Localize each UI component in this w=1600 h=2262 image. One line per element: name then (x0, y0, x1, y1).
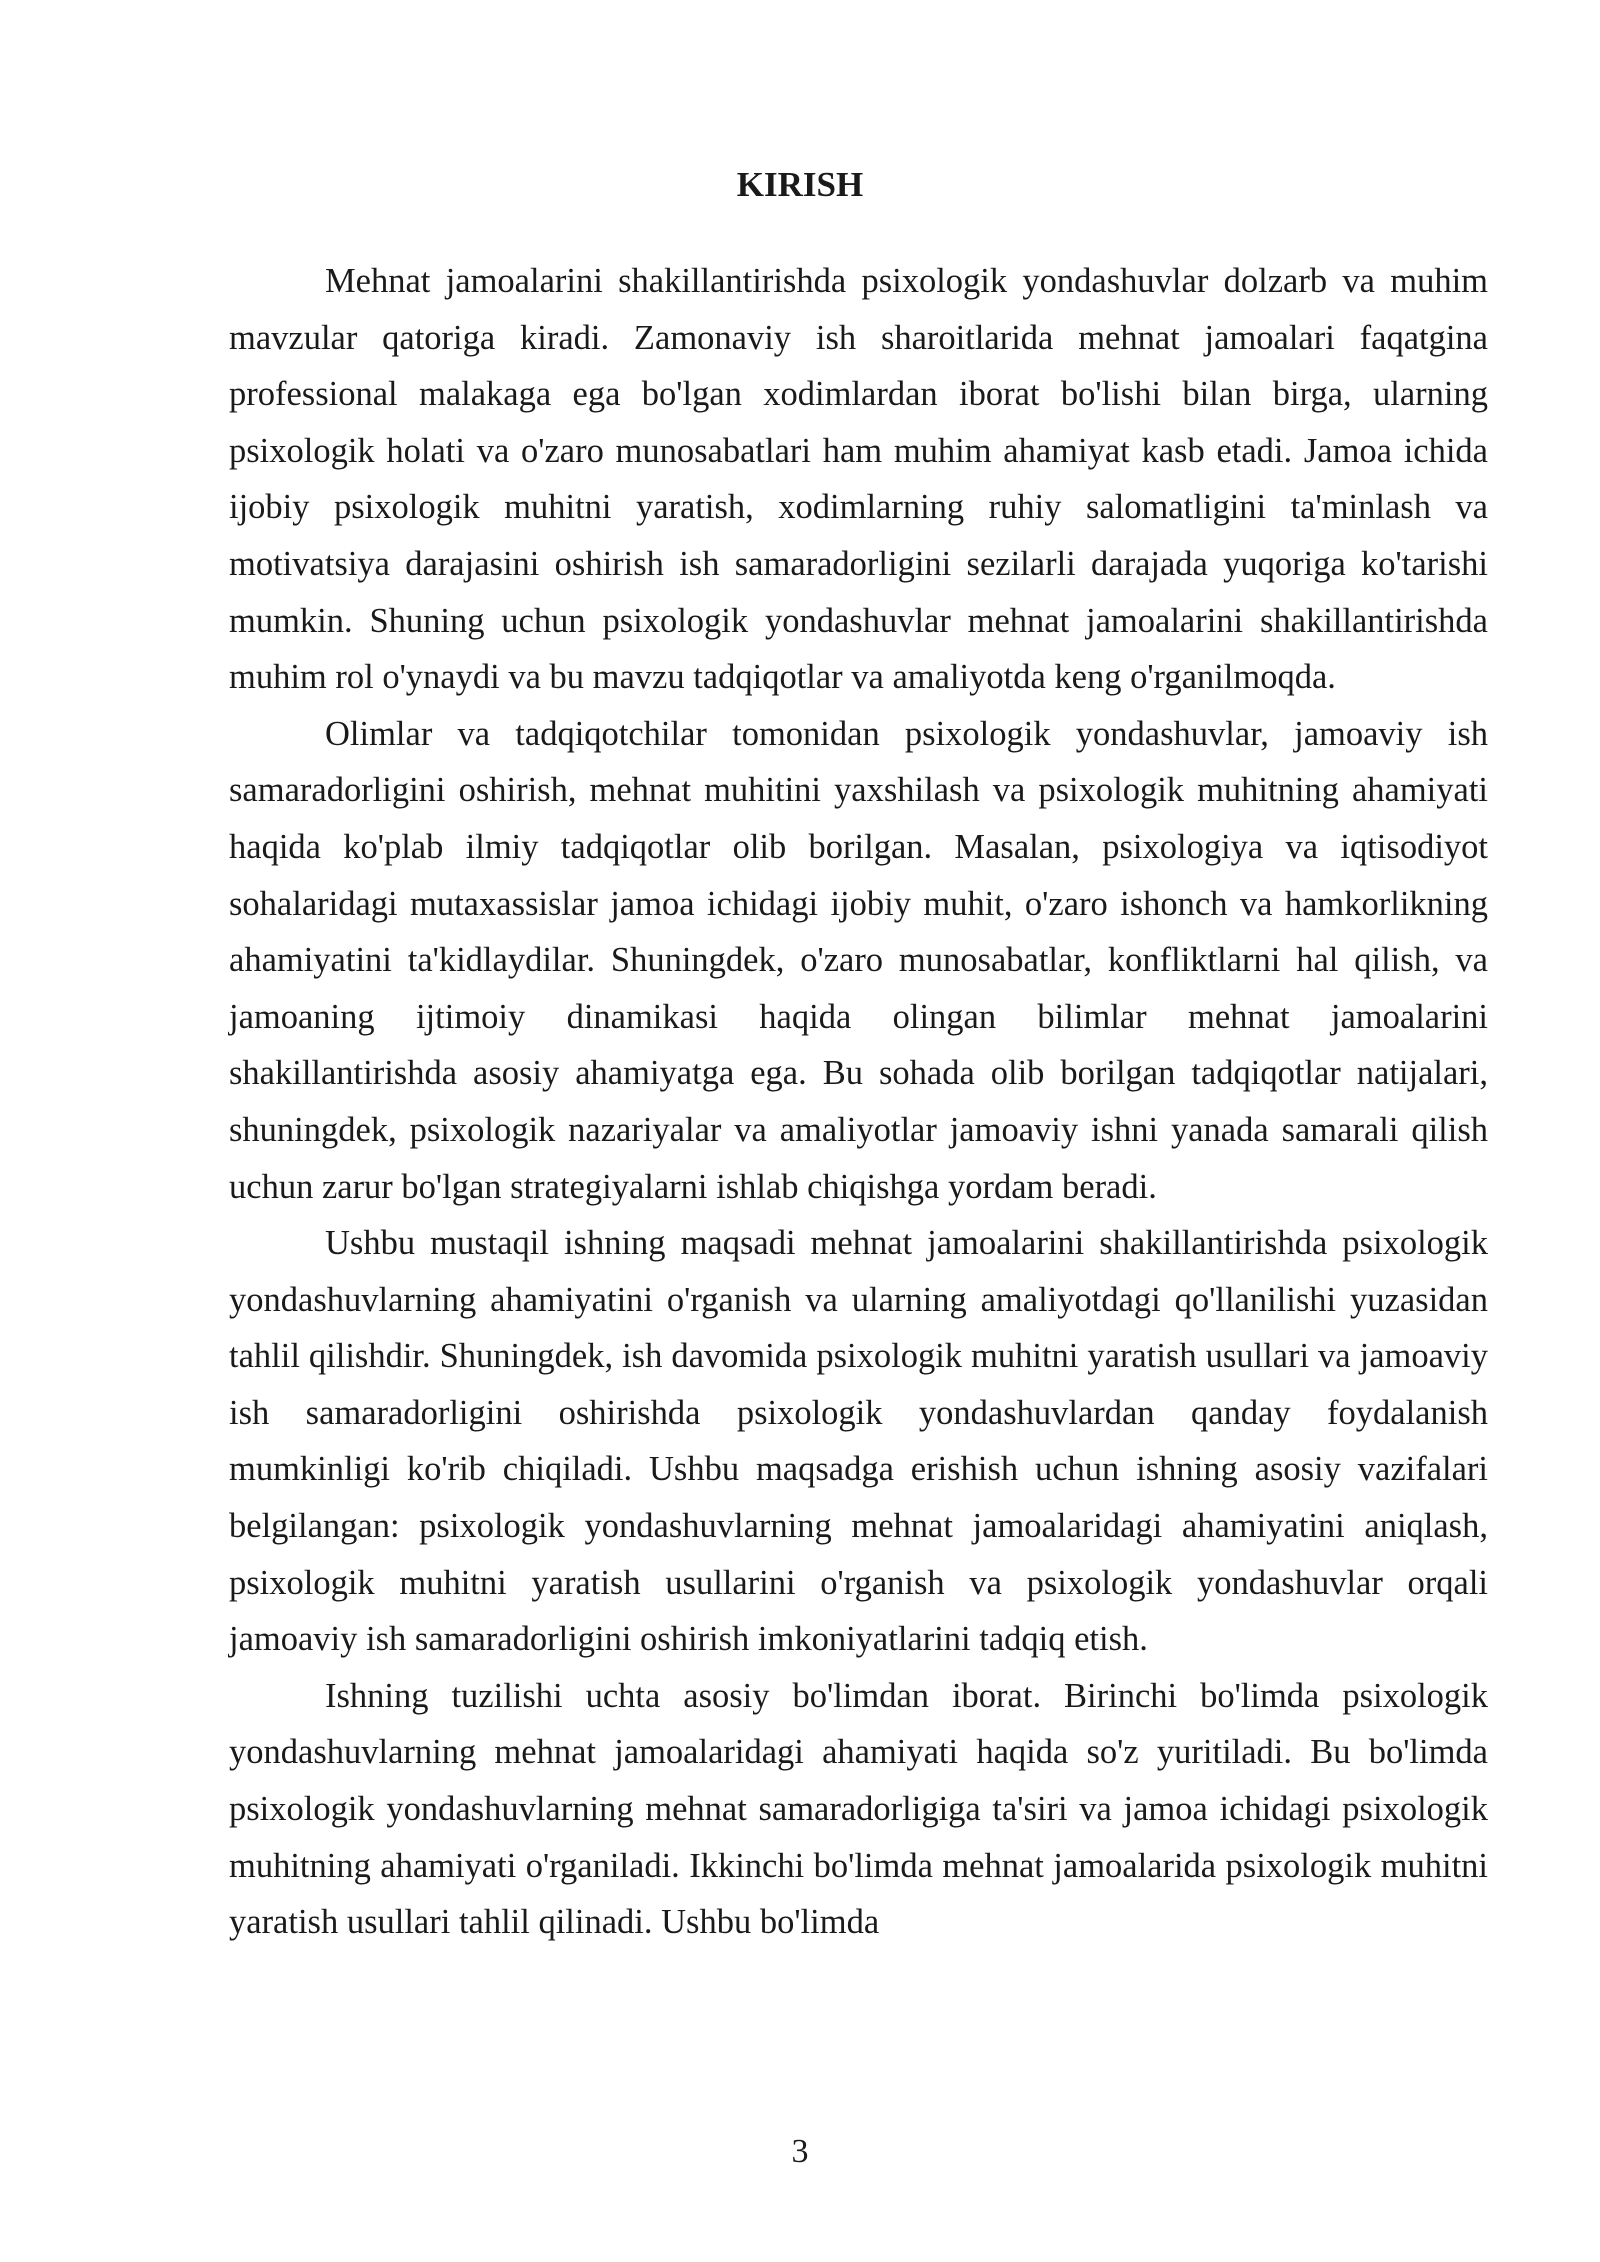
paragraph-goal: Ushbu mustaqil ishning maqsadi mehnat jamoalarini shakillantirishda psixologik yondashuvlarning ahamiyatini o'rganish va ularning amaliyotdagi qo'llanilishi yuzasidan tahlil qilishdir. Shuningdek, ish davomida psixologik muhitni yaratish usullari va jamoaviy ish samaradorligini oshirishda psixologik yondashuvlardan qanday foydalanish mumkinligi ko'rib chiqiladi. Ushbu maqsadga erishish uchun ishning asosiy vazifalari belgilangan: psixologik yondashuvlarning mehnat jamoalaridagi ahamiyatini aniqlash, psixologik muhitni yaratish usullarini o'rganish va psixologik yondashuvlar orqali jamoaviy ish samaradorligini oshirish imkoniyatlarini tadqiq etish. (229, 1224, 1488, 1659)
body-text (229, 253, 1488, 1951)
paragraph-structure: Ishning tuzilishi uchta asosiy bo'limdan iborat. Birinchi bo'limda psixologik yondashuvlarning mehnat jamoalaridagi ahamiyati haqida so'z yuritiladi. Bu bo'limda psixologik yondashuvlarning mehnat samaradorligiga ta'siri va jamoa ichidagi psixologik muhitning ahamiyati o'rganiladi. Ikkinchi bo'limda mehnat jamoalarida psixologik muhitni yaratish usullari tahlil qilinadi. Ushbu bo'limda (229, 1676, 1488, 1942)
paragraph-intro: Mehnat jamoalarini shakillantirishda psixologik yondashuvlar dolzarb va muhim mavzular qatoriga kiradi. Zamonaviy ish sharoitlarida mehnat jamoalari faqatgina professional malakaga ega bo'lgan xodimlardan iborat bo'lishi bilan birga, ularning psixologik holati va o'zaro munosabatlari ham muhim ahamiyat kasb etadi. Jamoa ichida ijobiy psixologik muhitni yaratish, xodimlarning ruhiy salomatligini ta'minlash va motivatsiya darajasini oshirish ish samaradorligini sezilarli darajada yuqoriga ko'tarishi mumkin. Shuning uchun psixologik yondashuvlar mehnat jamoalarini shakillantirishda muhim rol o'ynaydi va bu mavzu tadqiqotlar va amaliyotda keng o'rganilmoqda. (229, 262, 1488, 697)
paragraph-research: Olimlar va tadqiqotchilar tomonidan psixologik yondashuvlar, jamoaviy ish samaradorligini oshirish, mehnat muhitini yaxshilash va psixologik muhitning ahamiyati haqida ko'plab ilmiy tadqiqotlar olib borilgan. Masalan, psixologiya va iqtisodiyot sohalaridagi mutaxassislar jamoa ichidagi ijobiy muhit, o'zaro ishonch va hamkorlikning ahamiyatini ta'kidlaydilar. Shuningdek, o'zaro munosabatlar, konfliktlarni hal qilish, va jamoaning ijtimoiy dinamikasi haqida olingan bilimlar mehnat jamoalarini shakillantirishda asosiy ahamiyatga ega. Bu sohada olib borilgan tadqiqotlar natijalari, shuningdek, psixologik nazariyalar va amaliyotlar jamoaviy ishni yanada samarali qilish uchun zarur bo'lgan strategiyalarni ishlab chiqishga yordam beradi. (229, 714, 1488, 1206)
page-title: KIRISH (736, 165, 864, 204)
page-number: 3 (791, 2133, 809, 2170)
